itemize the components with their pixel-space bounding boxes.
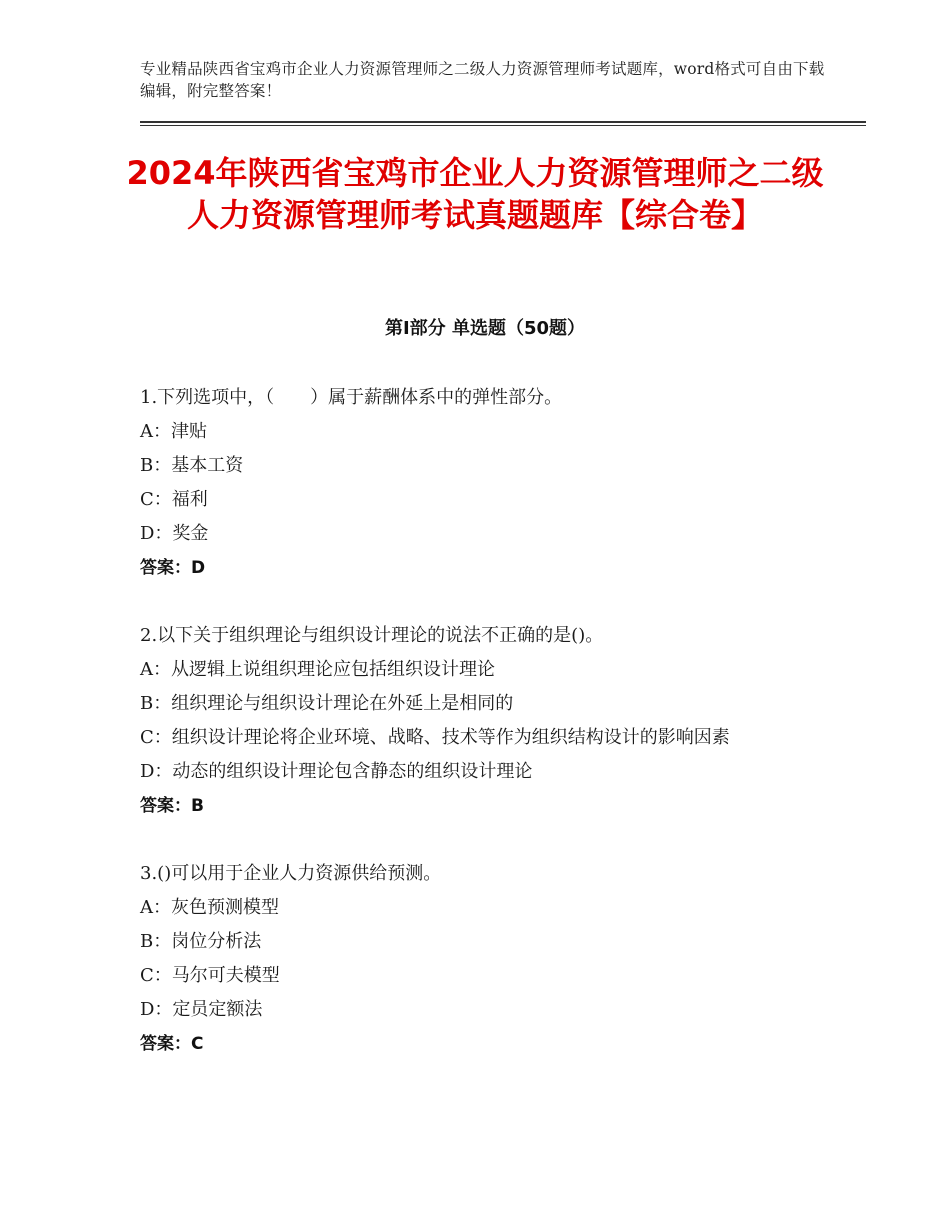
answer-line: 答案：C bbox=[140, 1034, 204, 1054]
question-stem: 3.()可以用于企业人力资源供给预测。 bbox=[140, 863, 442, 884]
header-rule-thick bbox=[140, 121, 866, 123]
header-note: 专业精品陕西省宝鸡市企业人力资源管理师之二级人力资源管理师考试题库，word格式可自由下载编辑，附完整答案！ bbox=[140, 60, 825, 100]
option-b: B：基本工资 bbox=[140, 455, 244, 476]
answer-line: 答案：D bbox=[140, 558, 206, 578]
option-d: D：定员定额法 bbox=[140, 999, 263, 1020]
section-title: 第Ⅰ部分 单选题（50题） bbox=[384, 318, 585, 339]
question-list bbox=[140, 381, 820, 1095]
option-d: D：奖金 bbox=[140, 523, 209, 544]
option-c: C：福利 bbox=[140, 489, 208, 510]
header-rule-thin bbox=[140, 125, 866, 126]
option-a: A：津贴 bbox=[140, 421, 207, 442]
option-a: A：从逻辑上说组织理论应包括组织设计理论 bbox=[140, 659, 495, 680]
option-c: C：组织设计理论将企业环境、战略、技术等作为组织结构设计的影响因素 bbox=[140, 727, 730, 748]
answer-line: 答案：B bbox=[140, 796, 204, 816]
document-title: 2024年陕西省宝鸡市企业人力资源管理师之二级人力资源管理师考试真题题库【综合卷】 bbox=[126, 154, 824, 234]
question-stem: 1.下列选项中，（ ）属于薪酬体系中的弹性部分。 bbox=[140, 387, 563, 408]
question-2 bbox=[140, 619, 820, 823]
question-stem: 2.以下关于组织理论与组织设计理论的说法不正确的是()。 bbox=[140, 625, 604, 646]
option-b: B：组织理论与组织设计理论在外延上是相同的 bbox=[140, 693, 514, 714]
question-3 bbox=[140, 857, 820, 1061]
option-d: D：动态的组织设计理论包含静态的组织设计理论 bbox=[140, 761, 533, 782]
question-1 bbox=[140, 381, 820, 585]
option-b: B：岗位分析法 bbox=[140, 931, 262, 952]
option-a: A：灰色预测模型 bbox=[140, 897, 279, 918]
option-c: C：马尔可夫模型 bbox=[140, 965, 280, 986]
